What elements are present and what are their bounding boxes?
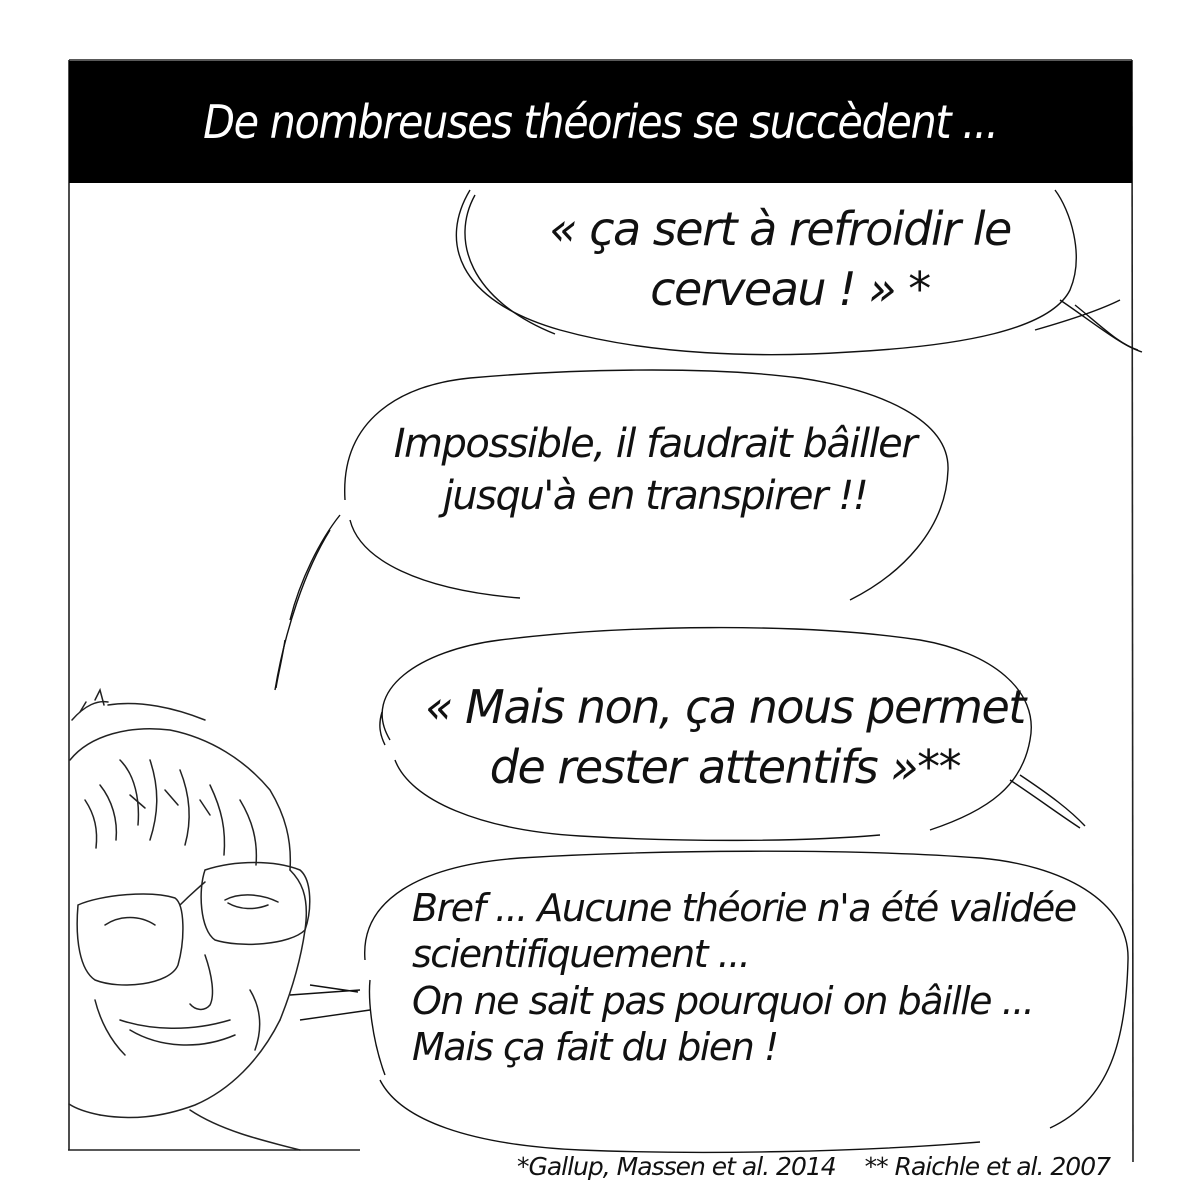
man-portrait (69, 690, 310, 1150)
speech-bubble-4 (412, 885, 1132, 1070)
speech-bubble-1 (520, 200, 1040, 320)
bubble-2-line-2: jusqu'à en transpirer !! (442, 473, 868, 519)
panel-title: De nombreuses théories se succèdent ... (203, 95, 998, 149)
bubble-3-line-2: de rester attentifs »** (489, 739, 961, 794)
title-bar (69, 61, 1132, 183)
bubble-1-line-1: « ça sert à refroidir le (549, 202, 1011, 256)
bubble-1-line-2: cerveau ! » * (650, 261, 930, 316)
speech-bubble-3 (420, 678, 1030, 798)
bubble-4-line-1: Bref ... Aucune théorie n'a été validée (412, 886, 1076, 930)
footnotes (517, 1152, 1110, 1181)
speech-bubble-2 (390, 418, 920, 522)
bubble-2-line-1: Impossible, il faudrait bâiller (393, 421, 917, 467)
bubble-4-line-4: Mais ça fait du bien ! (412, 1025, 778, 1070)
bubble-3-line-1: « Mais non, ça nous permet (425, 680, 1025, 734)
footnote-1: *Gallup, Massen et al. 2014 (516, 1152, 836, 1181)
footnote-2: ** Raichle et al. 2007 (864, 1152, 1110, 1181)
bubble-4-line-3: On ne sait pas pourquoi on bâille ... (412, 978, 1034, 1023)
bubble-4-line-2: scientifiquement ... (412, 932, 750, 977)
